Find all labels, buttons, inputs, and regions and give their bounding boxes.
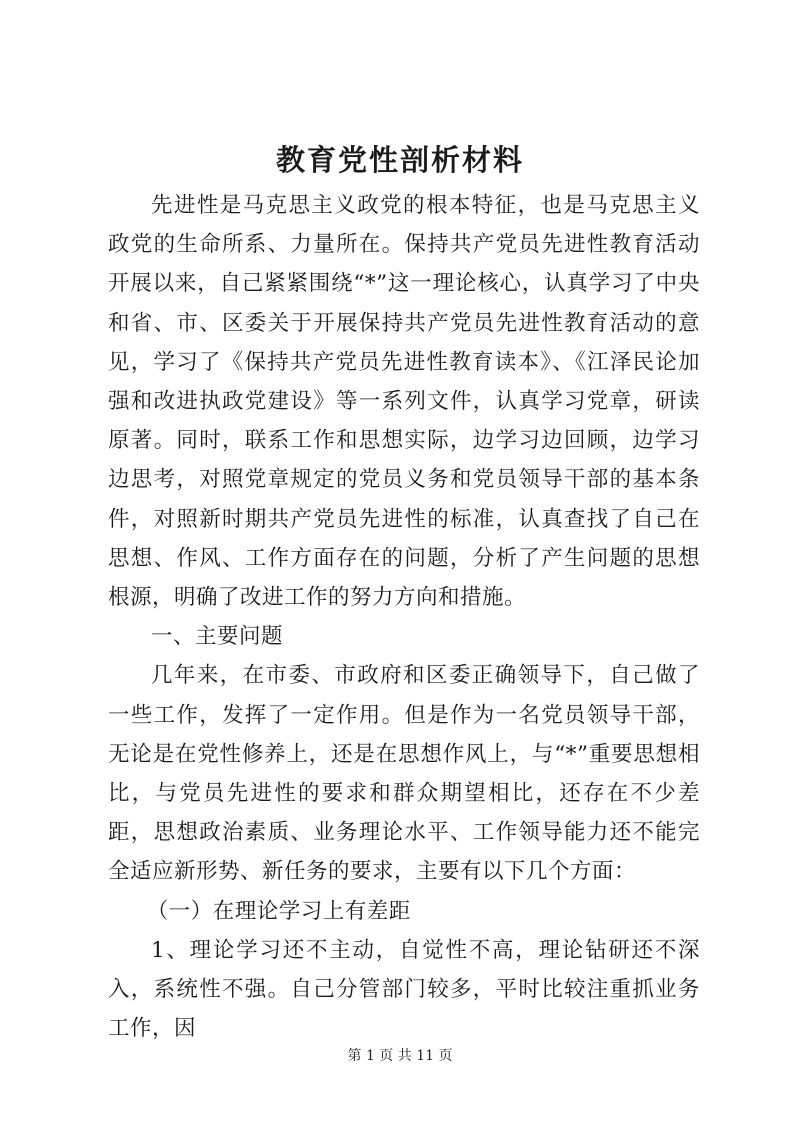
subsection-heading: （一）在理论学习上有差距 — [146, 898, 411, 924]
section-heading: 一、主要问题 — [151, 624, 284, 650]
document-body — [108, 186, 700, 1048]
document-title: 教育党性剖析材料 — [275, 143, 524, 177]
intro-paragraph: 先进性是马克思主义政党的根本特征，也是马克思主义政党的生命所系、力量所在。保持共产党员先进性教育活动开展以来，自己紧紧围绕“*”这一理论核心，认真学习了中央和省、市、区委关于开展保持共产党员先进性教育活动的意见，学习了《保持共产党员先进性教育读本》、《江泽民论加强和改进执政党建设》等一系列文件，认真学习党章，研读原著。同时，联系工作和思想实际，边学习边回顾，边学习边思考，对照党章规定的党员义务和党员领导干部的基本条件，对照新时期共产党员先进性的标准，认真查找了自己在思想、作风、工作方面存在的问题，分析了产生问题的思想根源，明确了改进工作的努力方向和措施。 — [108, 193, 700, 611]
item-paragraph: 1、理论学习还不主动，自觉性不高，理论钻研还不深入，系统性不强。自己分管部门较多，平时比较注重抓业务工作，因 — [108, 937, 700, 1042]
section-paragraph: 几年来，在市委、市政府和区委正确领导下，自己做了一些工作，发挥了一定作用。但是作为一名党员领导干部，无论是在党性修养上，还是在思想作风上，与“*”重要思想相比，与党员先进性的要求和群众期望相比，还存在不少差距，思想政治素质、业务理论水平、工作领导能力还不能完全适应新形势、新任务的要求，主要有以下几个方面： — [108, 663, 700, 885]
page-footer: 第 1 页 共 11 页 — [347, 1048, 453, 1064]
